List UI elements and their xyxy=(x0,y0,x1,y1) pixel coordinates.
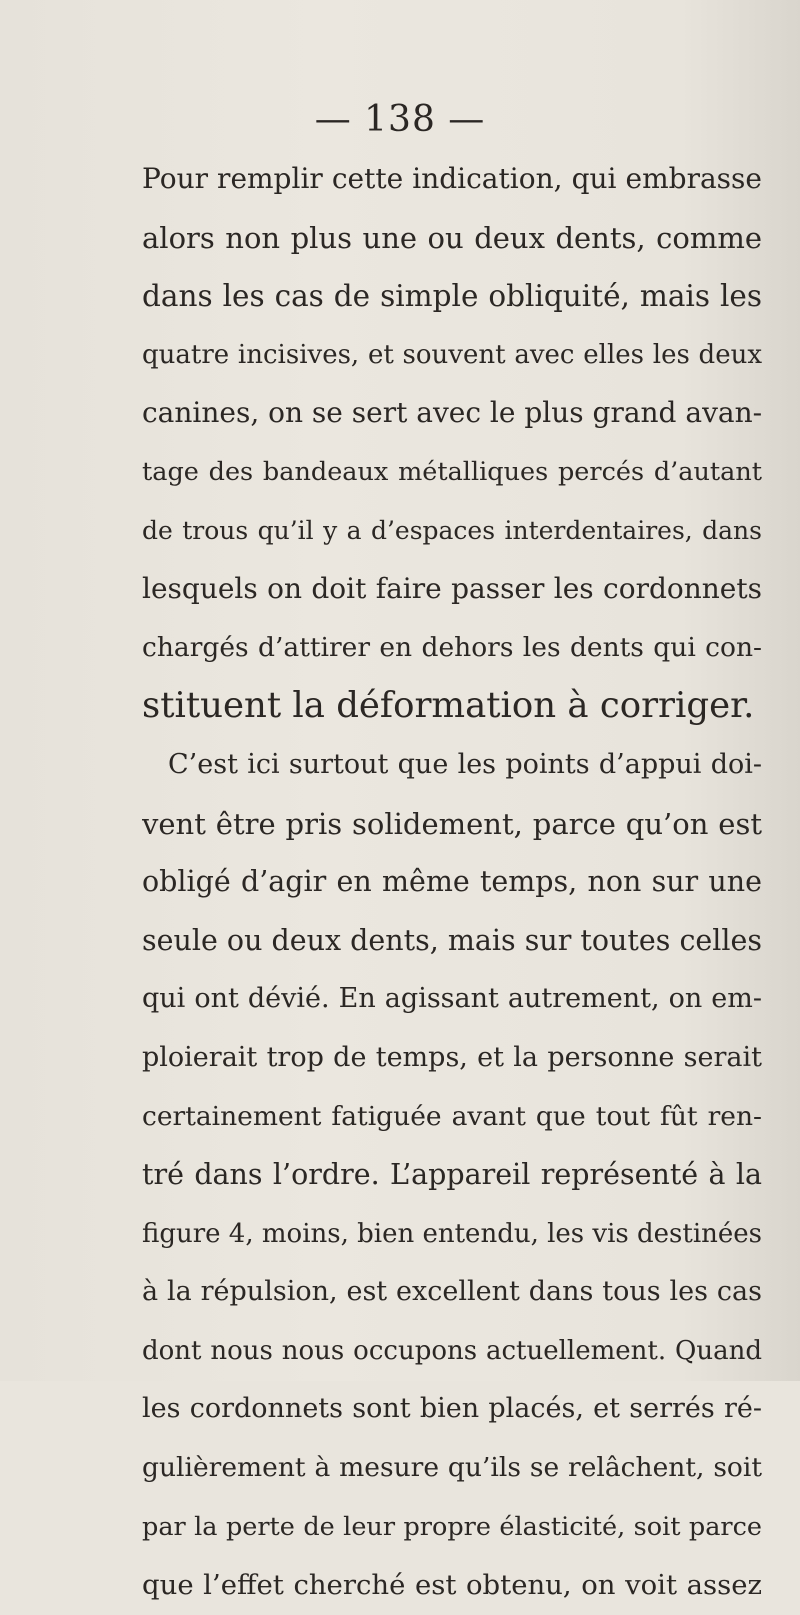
text-line: à la répulsion, est excellent dans tous les cas xyxy=(142,1276,762,1308)
text-line: dont nous nous occupons actuellement. Quand xyxy=(142,1335,762,1366)
text-line: alors non plus une ou deux dents, comme xyxy=(142,220,762,255)
text-line: ploierait trop de temps, et la personne serait xyxy=(142,1041,762,1073)
text-line: que l’effet cherché est obtenu, on voit assez xyxy=(142,1569,762,1602)
text-line: certainement fatiguée avant que tout fût ren- xyxy=(142,1100,762,1132)
text-line: seule ou deux dents, mais sur toutes celles xyxy=(142,923,762,957)
text-line: Pour remplir cette indication, qui embrasse xyxy=(142,162,762,195)
text-line: quatre incisives, et souvent avec elles les deux xyxy=(142,339,762,370)
text-line: par la perte de leur propre élasticité, soit parce xyxy=(142,1511,762,1542)
text-line: de trous qu’il y a d’espaces interdentaires, dans xyxy=(142,515,762,545)
text-line: obligé d’agir en même temps, non sur une xyxy=(142,865,762,899)
text-line: vent être pris solidement, parce qu’on est xyxy=(142,806,762,841)
text-line: C’est ici surtout que les points d’appui doi- xyxy=(168,748,762,780)
text-line: tage des bandeaux métalliques percés d’autant xyxy=(142,456,762,487)
text-line: figure 4, moins, bien entendu, les vis destinées xyxy=(142,1218,762,1249)
text-line: chargés d’attirer en dehors les dents qui con- xyxy=(142,631,762,663)
text-line: qui ont dévié. En agissant autrement, on em- xyxy=(142,983,762,1015)
text-line: dans les cas de simple obliquité, mais les xyxy=(142,279,762,314)
page-number-header: — 138 — xyxy=(314,99,486,140)
text-line: canines, on se sert avec le plus grand avan- xyxy=(142,396,762,430)
text-line: tré dans l’ordre. L’appareil représenté à la xyxy=(142,1158,762,1192)
body-text xyxy=(142,150,762,1615)
text-line: stituent la déformation à corriger. xyxy=(142,685,755,727)
text-line: gulièrement à mesure qu’ils se relâchent, soit xyxy=(142,1452,762,1484)
text-line: les cordonnets sont bien placés, et serrés ré- xyxy=(142,1393,762,1425)
text-line: lesquels on doit faire passer les cordonnets xyxy=(142,572,762,606)
